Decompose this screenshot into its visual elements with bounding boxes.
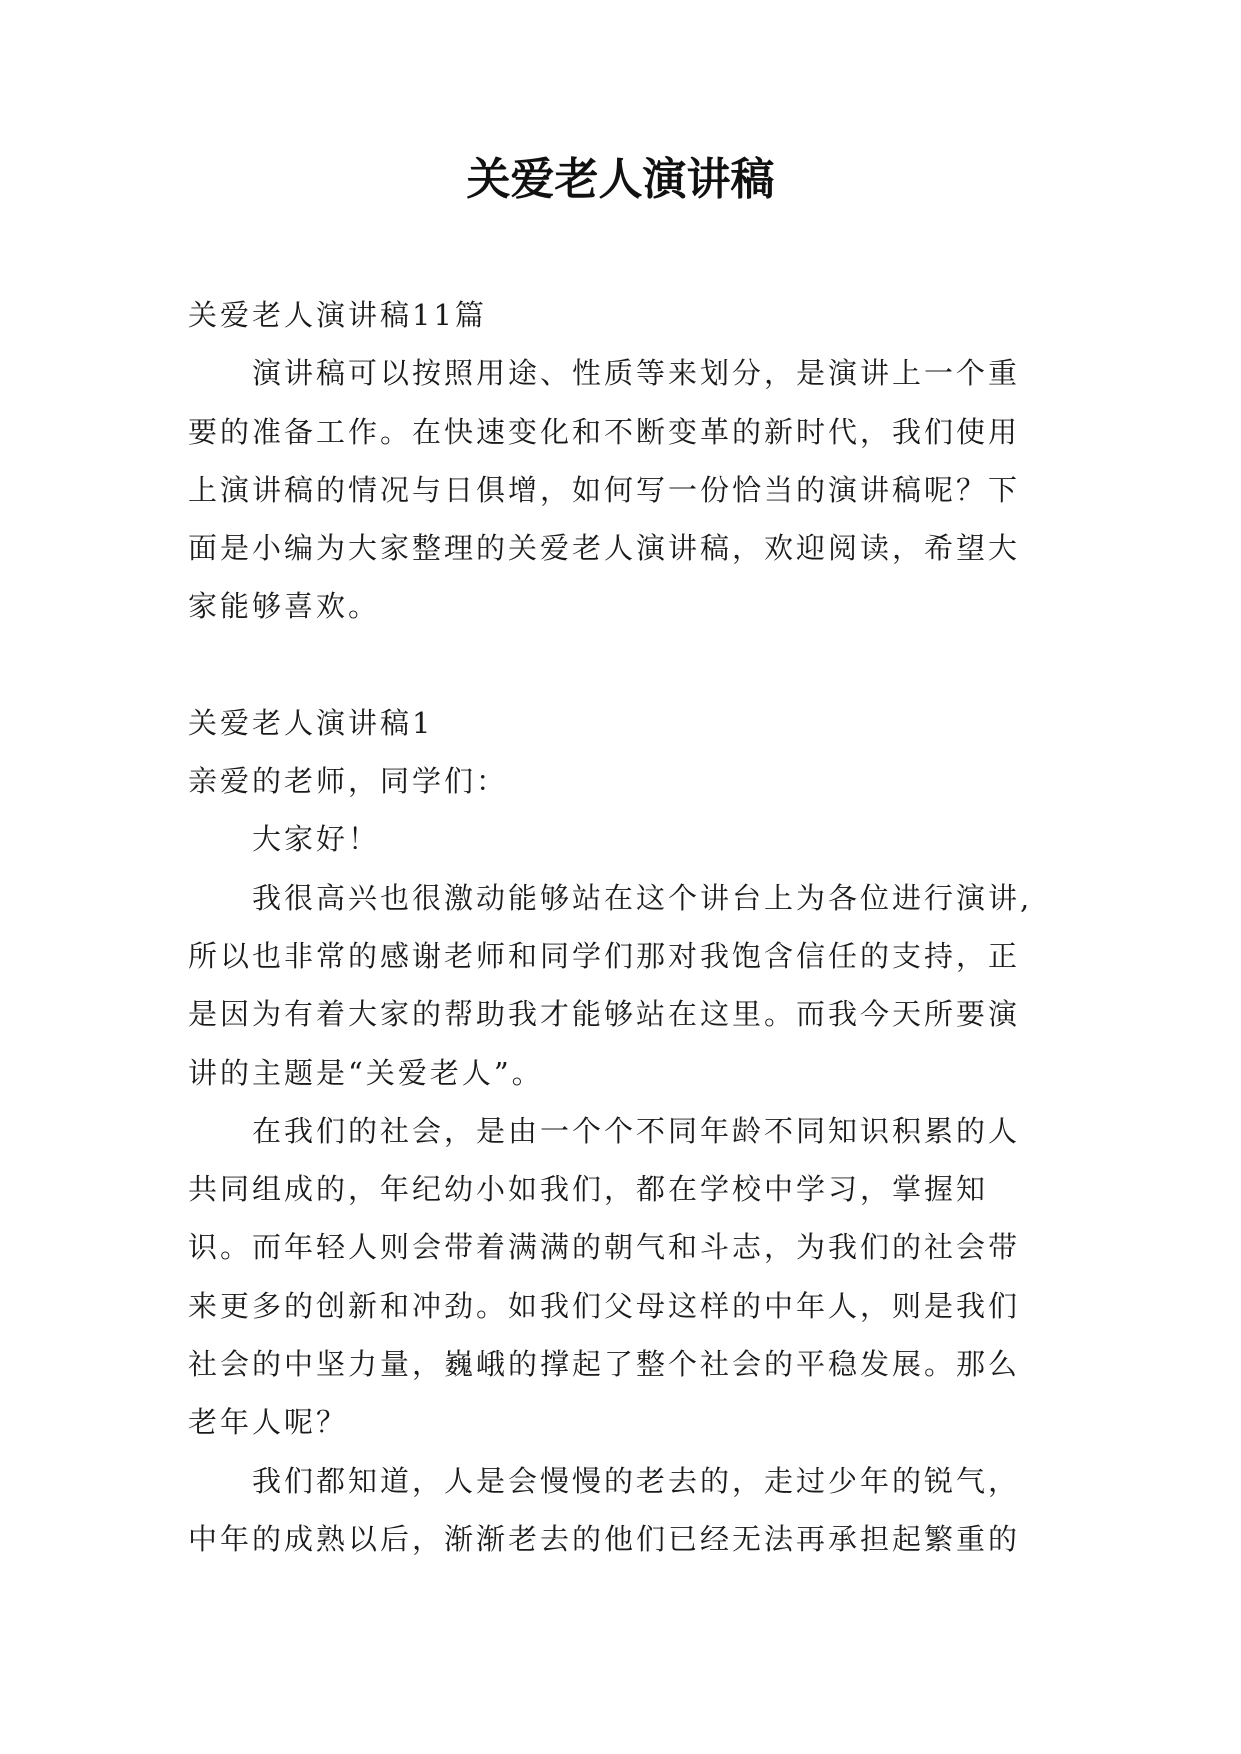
document-title: 关爱老人演讲稿 — [466, 154, 775, 205]
body-paragraph: 我很高兴也很激动能够站在这个讲台上为各位进行演讲,所以也非常的感谢老师和同学们那对我饱含信任的支持，正是因为有着大家的帮助我才能够站在这里。而我今天所要演讲的主题是“关爱老人”。 — [188, 880, 1033, 1090]
document-body — [188, 286, 1048, 1568]
salutation: 亲爱的老师，同学们： — [188, 764, 509, 799]
intro-paragraph: 演讲稿可以按照用途、性质等来划分，是演讲上一个重要的准备工作。在快速变化和不断变革的新时代，我们使用上演讲稿的情况与日俱增，如何写一份恰当的演讲稿呢？下面是小编为大家整理的关爱老人演讲稿，欢迎阅读，希望大家能够喜欢。 — [188, 356, 1021, 624]
section-heading: 关爱老人演讲稿1 — [188, 705, 434, 740]
greeting: 大家好！ — [252, 822, 381, 857]
document-subtitle: 关爱老人演讲稿11篇 — [188, 298, 487, 332]
body-paragraph: 我们都知道，人是会慢慢的老去的，走过少年的锐气，中年的成熟以后，渐渐老去的他们已经无法再承担起繁重的 — [188, 1463, 1021, 1556]
section-spacer — [188, 636, 1048, 694]
body-paragraph: 在我们的社会，是由一个个不同年龄不同知识积累的人共同组成的，年纪幼小如我们，都在学校中学习，掌握知识。而年轻人则会带着满满的朝气和斗志，为我们的社会带来更多的创新和冲劲。如我们父母这样的中年人，则是我们社会的中坚力量，巍峨的撑起了整个社会的平稳发展。那么老年人呢？ — [188, 1113, 1021, 1440]
